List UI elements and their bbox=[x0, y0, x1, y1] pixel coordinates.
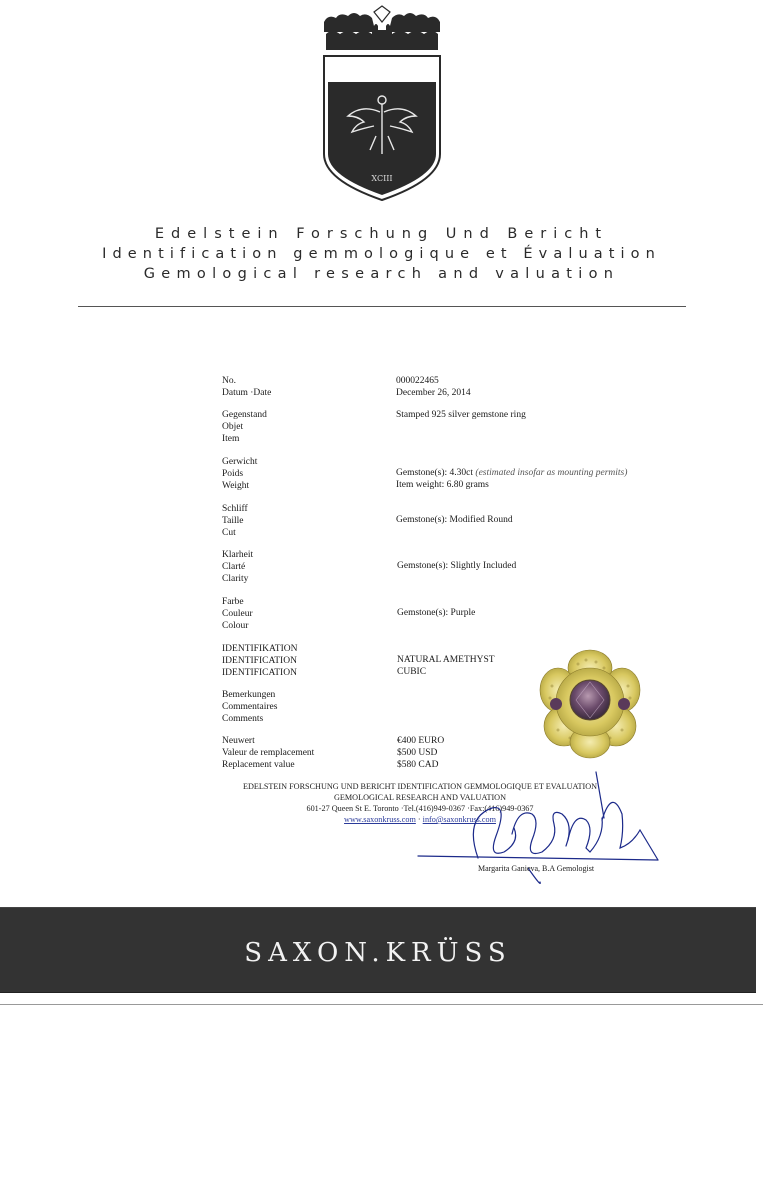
number-values bbox=[396, 376, 471, 400]
weight-label-en: Weight bbox=[222, 480, 250, 491]
identification-label-en: IDENTIFICATION bbox=[222, 667, 297, 678]
remarks-labels bbox=[222, 690, 277, 725]
identification-secondary: CUBIC bbox=[397, 666, 427, 677]
weight-note: (estimated insofar as mounting permits) bbox=[475, 468, 628, 478]
weight-label-de: Gerwicht bbox=[222, 457, 258, 467]
brand-name: SAXON.KRÜSS bbox=[244, 938, 512, 968]
valuation-label-fr: Valeur de remplacement bbox=[222, 747, 315, 758]
remarks-label-de: Bemerkungen bbox=[222, 690, 276, 700]
colour-label-de: Farbe bbox=[222, 597, 244, 607]
header-divider bbox=[78, 306, 686, 307]
colour-label-fr: Couleur bbox=[222, 608, 253, 619]
date-label: Datum ·Date bbox=[222, 387, 272, 398]
value-cad: $580 CAD bbox=[397, 759, 439, 770]
item-label-fr: Objet bbox=[222, 421, 244, 432]
item-label-en: Item bbox=[222, 433, 240, 444]
value-euro: €400 EURO bbox=[397, 736, 445, 746]
cut-label-fr: Taille bbox=[222, 515, 244, 526]
number-labels bbox=[222, 376, 271, 400]
valuation-label-de: Neuwert bbox=[222, 736, 255, 746]
signatory-name: Margarita Ganieva, B.A Gemologist bbox=[478, 864, 595, 873]
header-title-german: Edelstein Forschung Und Bericht bbox=[154, 226, 609, 242]
colour-labels bbox=[222, 597, 253, 632]
bottom-divider bbox=[0, 1004, 763, 1005]
item-weight: Item weight: 6.80 grams bbox=[396, 479, 489, 490]
report-date: December 26, 2014 bbox=[396, 387, 471, 398]
website-link[interactable]: www.saxonkruss.com bbox=[344, 815, 416, 824]
clarity-label-de: Klarheit bbox=[222, 550, 254, 560]
identification-primary: NATURAL AMETHYST bbox=[397, 655, 495, 665]
weight-labels bbox=[222, 457, 257, 492]
cut-label-de: Schliff bbox=[222, 504, 248, 514]
weight-label-fr: Poids bbox=[222, 468, 244, 479]
footer-lab-name: EDELSTEIN FORSCHUNG UND BERICHT IDENTIFICATION GEMMOLOGIQUE ET EVALUATION bbox=[242, 782, 598, 791]
value-usd: $500 USD bbox=[397, 747, 438, 758]
footer-address: 601-27 Queen St E. Toronto ·Tel.(416)949-0367 ·Fax:(416)949-0367 bbox=[306, 804, 534, 813]
weight-values bbox=[396, 468, 627, 492]
cut-value: Gemstone(s): Modified Round bbox=[396, 515, 513, 525]
cut-label-en: Cut bbox=[222, 527, 236, 538]
report-number: 000022465 bbox=[396, 376, 439, 386]
ring-photo bbox=[530, 646, 650, 762]
gemstone-weight: Gemstone(s): 4.30ct bbox=[396, 468, 474, 478]
remarks-label-fr: Commentaires bbox=[222, 701, 278, 712]
valuation-labels bbox=[222, 736, 314, 771]
item-label-de: Gegenstand bbox=[222, 410, 267, 420]
identification-labels bbox=[222, 644, 297, 679]
identification-values bbox=[397, 655, 495, 679]
valuation-label-en: Replacement value bbox=[222, 759, 295, 770]
crest-logo bbox=[318, 4, 446, 204]
crest-text: XCIII bbox=[371, 174, 393, 183]
number-label: No. bbox=[222, 376, 236, 386]
header-title-french: Identification gemmologique et Évaluation bbox=[102, 246, 661, 262]
header-title-english: Gemological research and valuation bbox=[143, 266, 620, 282]
clarity-labels bbox=[222, 550, 253, 585]
identification-label-de: IDENTIFIKATION bbox=[222, 644, 298, 654]
remarks-label-en: Comments bbox=[222, 713, 264, 724]
cut-labels bbox=[222, 504, 248, 539]
clarity-label-fr: Clarté bbox=[222, 561, 246, 572]
identification-label-fr: IDENTIFICATION bbox=[222, 655, 297, 666]
footer-lab-subtitle: GEMOLOGICAL RESEARCH AND VALUATION bbox=[333, 793, 506, 802]
footer-contacts: www.saxonkruss.com · info@saxonkruss.com bbox=[344, 815, 496, 824]
email-link[interactable]: info@saxonkruss.com bbox=[422, 815, 496, 824]
item-labels bbox=[222, 410, 267, 445]
colour-value: Gemstone(s): Purple bbox=[397, 608, 476, 618]
clarity-value: Gemstone(s): Slightly Included bbox=[397, 561, 517, 571]
colour-label-en: Colour bbox=[222, 620, 249, 631]
signature bbox=[408, 748, 668, 898]
item-value: Stamped 925 silver gemstone ring bbox=[396, 410, 526, 420]
clarity-label-en: Clarity bbox=[222, 573, 249, 584]
